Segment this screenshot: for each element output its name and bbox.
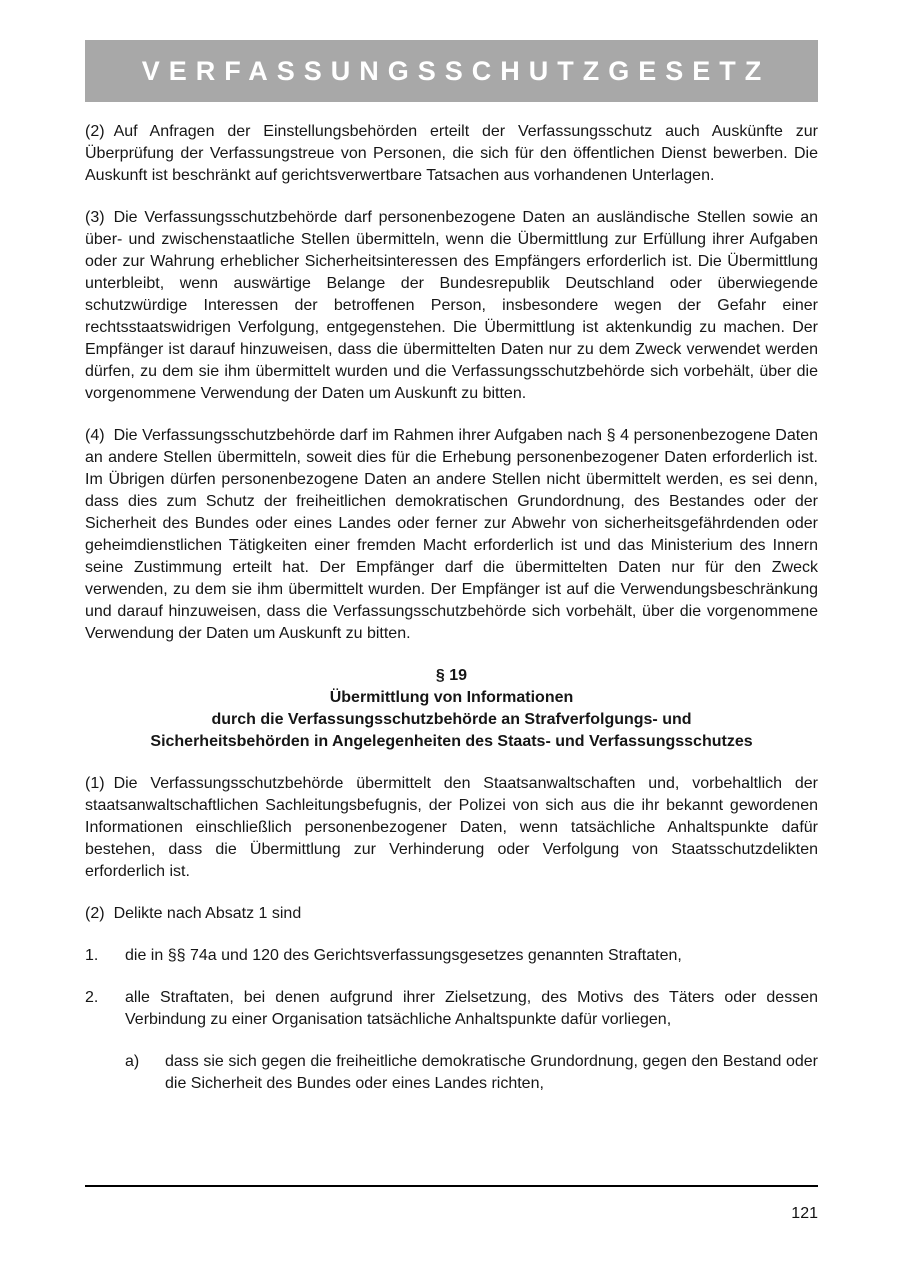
section-heading (85, 665, 818, 753)
section-title-line-3: Sicherheitsbehörden in Angelegenheiten des Staats- und Verfassungsschutzes (150, 733, 753, 750)
section-paragraph-1-marker: (1) (85, 775, 105, 792)
sublist-item-a-marker: a) (125, 1053, 140, 1070)
list-item-1 (85, 945, 818, 967)
section-paragraph-1-text: Die Verfassungsschutzbehörde übermittelt den Staatsanwaltschaften und, vorbehaltlich der staatsanwaltschaftlichen Sachleitungsbefugnis, der Polizei von sich aus die ihr bekannt gewordenen Informationen einschließlich personenbezogener Daten, wenn tatsächliche Anhaltspunkte dafür bestehen, dass die Übermittlung zur Verhinderung oder Verfolgung von Staatsschutzdelikten erforderlich ist. (85, 775, 818, 880)
list-item-2-text: alle Straftaten, bei denen aufgrund ihrer Zielsetzung, des Motivs des Täters oder dessen Verbindung zu einer Organisation tatsächliche Anhaltspunkte dafür vorliegen, (125, 989, 818, 1028)
paragraph-4 (85, 425, 818, 645)
document-title: VERFASSUNGSSCHUTZGESETZ (141, 55, 771, 86)
section-number: § 19 (435, 667, 468, 684)
section-title-line-2: durch die Verfassungsschutzbehörde an Strafverfolgungs- und (211, 711, 692, 728)
section-paragraph-2-marker: (2) (85, 905, 105, 922)
list-item-2 (85, 987, 818, 1031)
paragraph-3 (85, 207, 818, 405)
paragraph-2 (85, 121, 818, 187)
section-paragraph-2-text: Delikte nach Absatz 1 sind (113, 905, 302, 922)
page-number: 121 (791, 1205, 818, 1222)
footer-divider (85, 1185, 818, 1187)
list-item-1-text: die in §§ 74a und 120 des Gerichtsverfassungsgesetzes genannten Straftaten, (125, 947, 682, 964)
paragraph-2-text: Auf Anfragen der Einstellungsbehörden erteilt der Verfassungsschutz auch Auskünfte zur Überprüfung der Verfassungstreue von Personen, die sich für den öffentlichen Dienst bewerben. Die Auskunft ist beschränkt auf gerichtsverwertbare Tatsachen aus vorhandenen Unterlagen. (85, 123, 818, 184)
paragraph-4-text: Die Verfassungsschutzbehörde darf im Rahmen ihrer Aufgaben nach § 4 personenbezogene Daten an andere Stellen übermitteln, soweit dies für die Erhebung personenbezogener Daten erforderlich ist. Im Übrigen dürfen personenbezogene Daten an andere Stellen nicht übermittelt werden, es sei denn, dass dies zum Schutz der freiheitlichen demokratischen Grundordnung, des Bestandes oder der Sicherheit des Bundes oder eines Landes oder ferner zur Abwehr von sicherheitsgefährdenden oder geheimdienstlichen Tätigkeiten einer fremden Macht erforderlich ist und das Ministerium des Innern seine Zustimmung erteilt hat. Der Empfänger darf die übermittelten Daten nur für den Zweck verwenden, zu dem sie ihm übermittelt wurden. Der Empfänger ist auf die Verwendungsbeschränkung und darauf hinzuweisen, dass die Verfassungsschutzbehörde sich vorbehält, über die vorgenommene Verwendung der Daten um Auskunft zu bitten. (85, 427, 818, 642)
paragraph-4-marker: (4) (85, 427, 105, 444)
section-title-line-1: Übermittlung von Informationen (329, 689, 574, 706)
page-content (85, 40, 818, 1115)
list-item-1-marker: 1. (85, 947, 99, 964)
section-paragraph-2 (85, 903, 818, 925)
paragraph-3-marker: (3) (85, 209, 105, 226)
sublist-item-a-text: dass sie sich gegen die freiheitliche demokratische Grundordnung, gegen den Bestand oder die Sicherheit des Bundes oder eines Landes richten, (165, 1053, 818, 1092)
list-item-2-marker: 2. (85, 989, 99, 1006)
section-paragraph-1 (85, 773, 818, 883)
sublist-item-a (85, 1051, 818, 1095)
paragraph-3-text: Die Verfassungsschutzbehörde darf personenbezogene Daten an ausländische Stellen sowie an über- und zwischenstaatliche Stellen übermitteln, wenn die Übermittlung zur Erfüllung ihrer Aufgaben oder zur Wahrung erheblicher Sicherheitsinteressen des Empfängers erforderlich ist. Die Übermittlung unterbleibt, wenn auswärtige Belange der Bundesrepublik Deutschland oder überwiegende schutzwürdige Interessen der betroffenen Person, insbesondere wegen der Gefahr einer rechtsstaatswidrigen Verfolgung, entgegenstehen. Die Übermittlung ist aktenkundig zu machen. Der Empfänger ist darauf hinzuweisen, dass die übermittelten Daten nur zu dem Zweck verwendet werden dürfen, zu dem sie ihm übermittelt wurden und die Verfassungsschutzbehörde sich vorbehält, über die vorgenommene Verwendung der Daten um Auskunft zu bitten. (85, 209, 818, 402)
paragraph-2-marker: (2) (85, 123, 105, 140)
page-header-banner (85, 40, 818, 102)
